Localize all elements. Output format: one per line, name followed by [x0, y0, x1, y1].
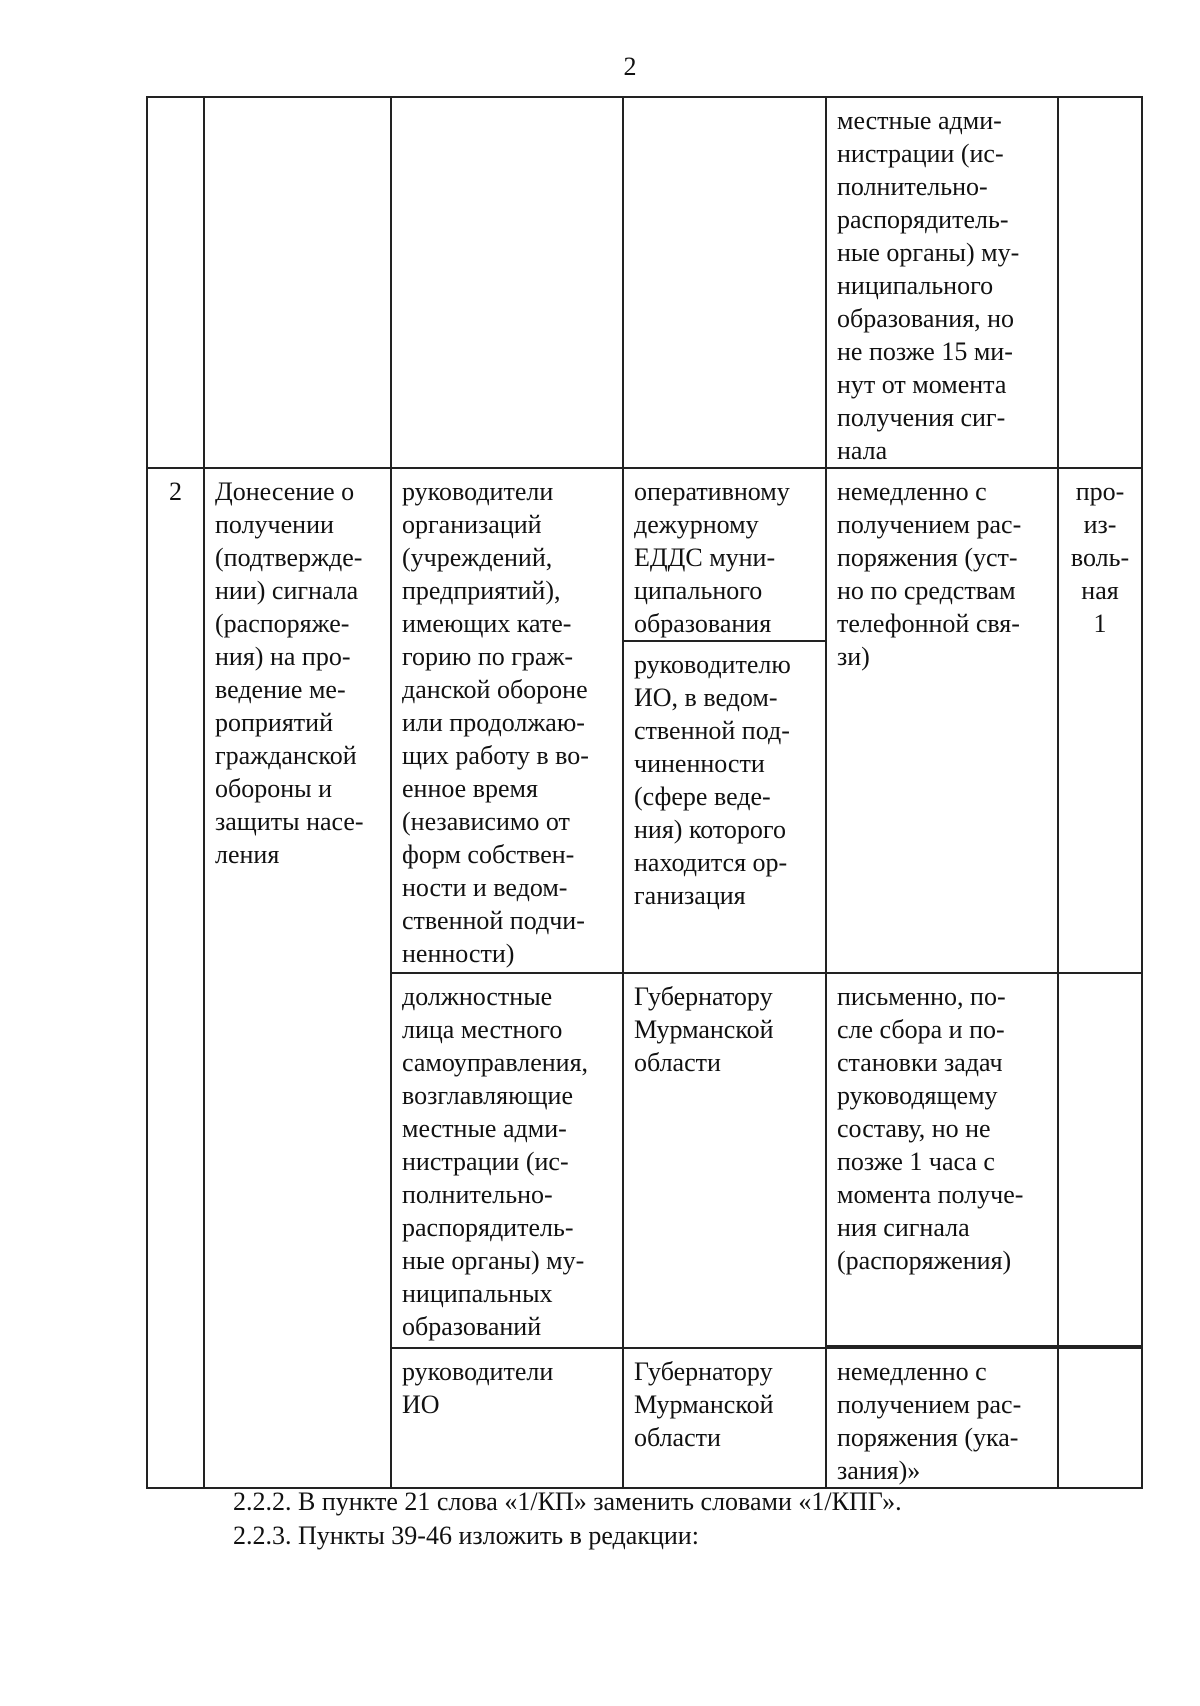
table-cell	[147, 97, 204, 468]
cell-deadline-continued: местные адми- нистрации (ис- полнительно- распорядитель- ные органы) му- ниципального образования, но не позже 15 ми- нут от момента получения сиг- нала	[826, 97, 1058, 468]
cell-recipient-io-head: руководителю ИО, в ведом- ственной под- чиненности (сфере веде- ния) которого находится ор- ганизация	[623, 641, 826, 973]
table-row	[147, 97, 1142, 468]
table-row	[147, 468, 1142, 641]
table-cell	[1058, 1348, 1142, 1488]
cell-row-number: 2	[147, 468, 204, 1488]
cell-action-name: Донесение о получении (подтвержде- нии) сигнала (распоряже- ния) на про- ведение ме- роприятий гражданской обороны и защиты насе- ления	[204, 468, 391, 1488]
cell-deadline-immediate-order: немедленно с получением рас- поряжения (ука- зания)»	[826, 1348, 1058, 1488]
cell-recipient-governor: Губернатору Мурманской области	[623, 1348, 826, 1488]
table-cell	[391, 97, 623, 468]
cell-report-form: про- из- воль- ная 1	[1058, 468, 1142, 973]
table-cell	[623, 97, 826, 468]
cell-deadline-immediate-phone: немедленно с получением рас- поряжения (уст- но по средствам телефонной свя- зи)	[826, 468, 1058, 973]
notification-table	[146, 96, 1143, 1489]
cell-reporter-local-officials: должностные лица местного самоуправления, возглавляющие местные адми- нистрации (ис- полнительно- распорядитель- ные органы) му- ниципальных образований	[391, 973, 623, 1348]
table-cell	[204, 97, 391, 468]
page-number: 2	[623, 52, 637, 81]
cell-reporter-io-heads: руководители ИО	[391, 1348, 623, 1488]
table-cell	[1058, 973, 1142, 1346]
paragraph-2-2-2: 2.2.2. В пункте 21 слова «1/КП» заменить словами «1/КПГ».	[233, 1487, 902, 1516]
cell-reporter-organizations: руководители организаций (учреждений, предприятий), имеющих кате- горию по граж- данской обороне или продолжаю- щих работу в во- енное время (независимо от форм собствен- ности и ведом- ственной подчи- ненности)	[391, 468, 623, 973]
cell-recipient-edds: оперативному дежурному ЕДДС муни- ципального образования	[623, 468, 826, 641]
table-cell	[1058, 97, 1142, 468]
paragraph-2-2-3: 2.2.3. Пункты 39-46 изложить в редакции:	[233, 1521, 699, 1550]
cell-deadline-written: письменно, по- сле сбора и по- становки задач руководящему составу, но не позже 1 часа с момента получе- ния сигнала (распоряжения)	[826, 973, 1058, 1346]
cell-recipient-governor: Губернатору Мурманской области	[623, 973, 826, 1348]
